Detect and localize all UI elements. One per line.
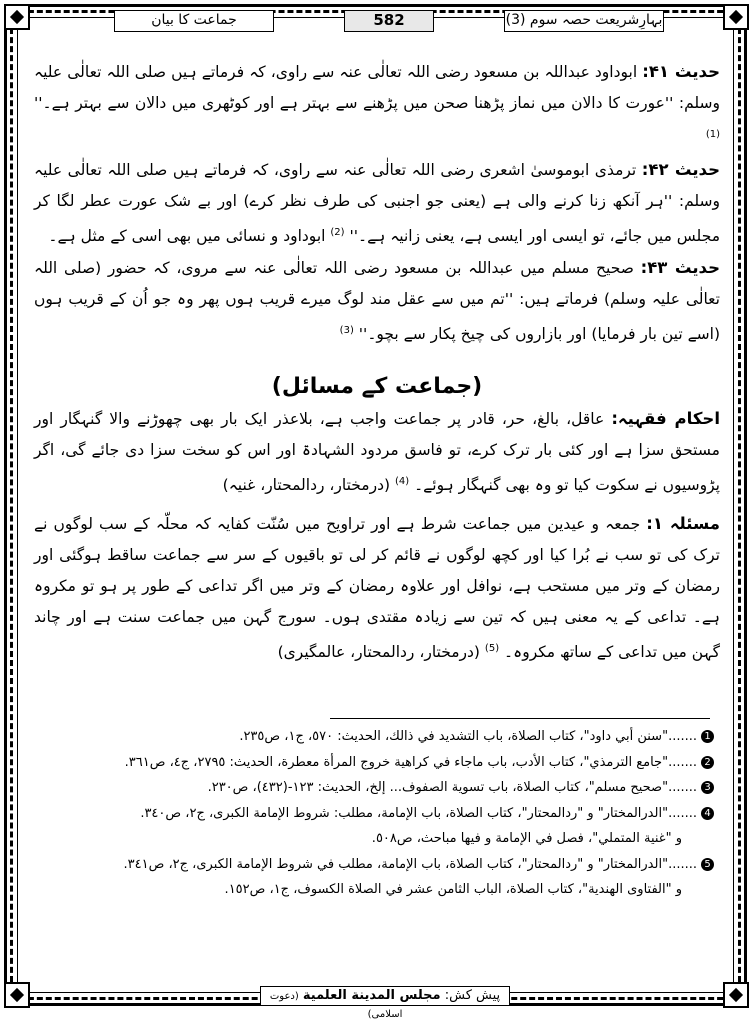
footnote-number: 3 xyxy=(701,781,714,794)
page-footer xyxy=(0,986,753,1020)
footnote-item: 5......."الدرالمختار" و "ردالمحتار"، كتاب الصلاة، باب الإمامة، مطلب في شروط الإمامة الكبرى، ج٢، ص٣٤١. xyxy=(40,852,714,878)
footnote-ref[interactable]: (4) xyxy=(394,476,410,488)
rule-masala-1: مسئلہ ۱: جمعہ و عیدین میں جماعت شرط ہے اور تراویح میں سُنّت کفایہ کہ محلّہ کے سب لوگوں نے ترک کی تو سب نے بُرا کیا اور کچھ لوگوں نے قائم کر لی تو باقیوں کے سر سے جماعت ساقط ہوگئی اور رمضان کے وتر میں مستحب ہے، نوافل اور علاوہ رمضان کے وتر میں اگر تداعی کے طور پر ہو تو مکروہ ہے۔ تداعی کے یہ معنی ہیں کہ تین سے زیادہ مقتدی ہوں۔ سورج گہن میں جماعت سنت ہے اور چاند گہن میں تداعی کے ساتھ مکروہ۔ $^{(5)}$ (درمختار، ردالمحتار، عالمگیری) xyxy=(34,513,721,661)
footnote-item: 1......."سنن أبي داود"، كتاب الصلاة، باب التشديد في ذالك، الحديث: ٥٧٠، ج١، ص٢٣٥. xyxy=(40,724,714,750)
rule-ahkam: احکام فقہیہ: عاقل، بالغ، حر، قادر پر جماعت واجب ہے، بلاعذر ایک بار بھی چھوڑنے والا گنہگار اور مستحق سزا ہے اور کئی بار ترک کرے، تو فاسق مردود الشہادۃ اور اس کو سخت سزا دی جائے گی، اگر پڑوسیوں نے سکوت کیا تو وہ بھی گنہگار ہوئے۔ $^{(4)}$ (درمختار، ردالمحتار، غنیہ) xyxy=(34,409,720,495)
book-title: بہارِشریعت حصہ سوم (3) xyxy=(504,10,664,32)
publisher-label: پیش کش: مجلس المدينة العلمية (دعوت اسلامی) xyxy=(260,986,510,1006)
footnote-number: 2 xyxy=(701,756,714,769)
footnote-item: 2......."جامع الترمذي"، كتاب الأدب، باب ماجاء في كراهية خروج المرأة معطرة، الحديث: ٢٧٩٥، ج٤، ص٣٦١. xyxy=(40,750,714,776)
hadith-43: حدیث ۴۳: صحیح مسلم میں عبداللہ بن مسعود رضی اللہ تعالٰی عنہ سے مروی، کہ حضور (صلی اللہ تعالٰی علیہ وسلم) فرماتے ہیں: ''تم میں سے عقل مند لوگ میرے قریب ہوں پھر وہ جو اُن کے قریب ہوں (اسے تین بار فرمایا) اور بازاروں کی چیخ پکار سے بچو۔'' $^{(3)}$ xyxy=(34,258,720,344)
chapter-title: جماعت کا بیان xyxy=(114,10,274,32)
footnotes xyxy=(40,724,714,903)
footnote-item: و "غنية المتملي"، فصل في الإمامة و فيها مباحث، ص٥٠٨. xyxy=(371,831,682,846)
footnote-number: 4 xyxy=(701,807,714,820)
section-heading: (جماعت کے مسائل) xyxy=(271,374,483,400)
footnote-ref[interactable]: (2) xyxy=(330,227,345,239)
footnote-ref[interactable]: (5) xyxy=(484,642,500,654)
page-number: 582 xyxy=(344,10,434,32)
hadith-41: حدیث ۴۱: ابوداود عبداللہ بن مسعود رضی اللہ تعالٰی عنہ سے راوی، کہ فرماتے ہیں صلی اللہ تعالٰی علیہ وسلم: ''عورت کا دالان میں نماز پڑھنا صحن میں پڑھنے سے بہتر ہے اور کوٹھری میں دالان سے بہتر ہے۔'' $^{(1)}$ xyxy=(34,62,720,140)
footnote-number: 1 xyxy=(701,730,714,743)
footnote-item: 3......."صحيح مسلم"، كتاب الصلاة، باب تسوية الصفوف... إلخ، الحديث: ١٢٣-(٤٣٢)، ص٢٣٠. xyxy=(40,775,714,801)
page-header xyxy=(24,10,728,34)
footnote-item: و "الفتاوى الهندية"، كتاب الصلاة، الباب الثامن عشر في الصلاة الكسوف، ج١، ص١٥٢. xyxy=(224,882,682,897)
footnote-ref[interactable]: (3) xyxy=(339,325,354,337)
footnote-ref[interactable]: (1) xyxy=(705,129,720,140)
footnote-number: 5 xyxy=(701,858,714,871)
footnote-item: 4......."الدرالمختار" و "ردالمحتار"، كتاب الصلاة، باب الإمامة، مطلب: شروط الإمامة الكبرى، ج٢، ص٣٤٠. xyxy=(40,801,714,827)
footnote-separator xyxy=(330,718,710,719)
main-text xyxy=(34,56,720,668)
hadith-42: حدیث ۴۲: ترمذی ابوموسیٰ اشعری رضی اللہ تعالٰی عنہ سے راوی، کہ فرماتے ہیں صلی اللہ تعالٰی علیہ وسلم: ''ہر آنکھ زنا کرنے والی ہے (یعنی جو اجنبی کی طرف نظر کرے) اور بے شک عورت عطر لگا کر مجلس میں جائے، تو ایسی اور ایسی ہے، یعنی زانیہ ہے۔'' $^{(2)}$ ابوداود و نسائی میں بھی اسی کے مثل ہے۔ xyxy=(34,160,720,246)
